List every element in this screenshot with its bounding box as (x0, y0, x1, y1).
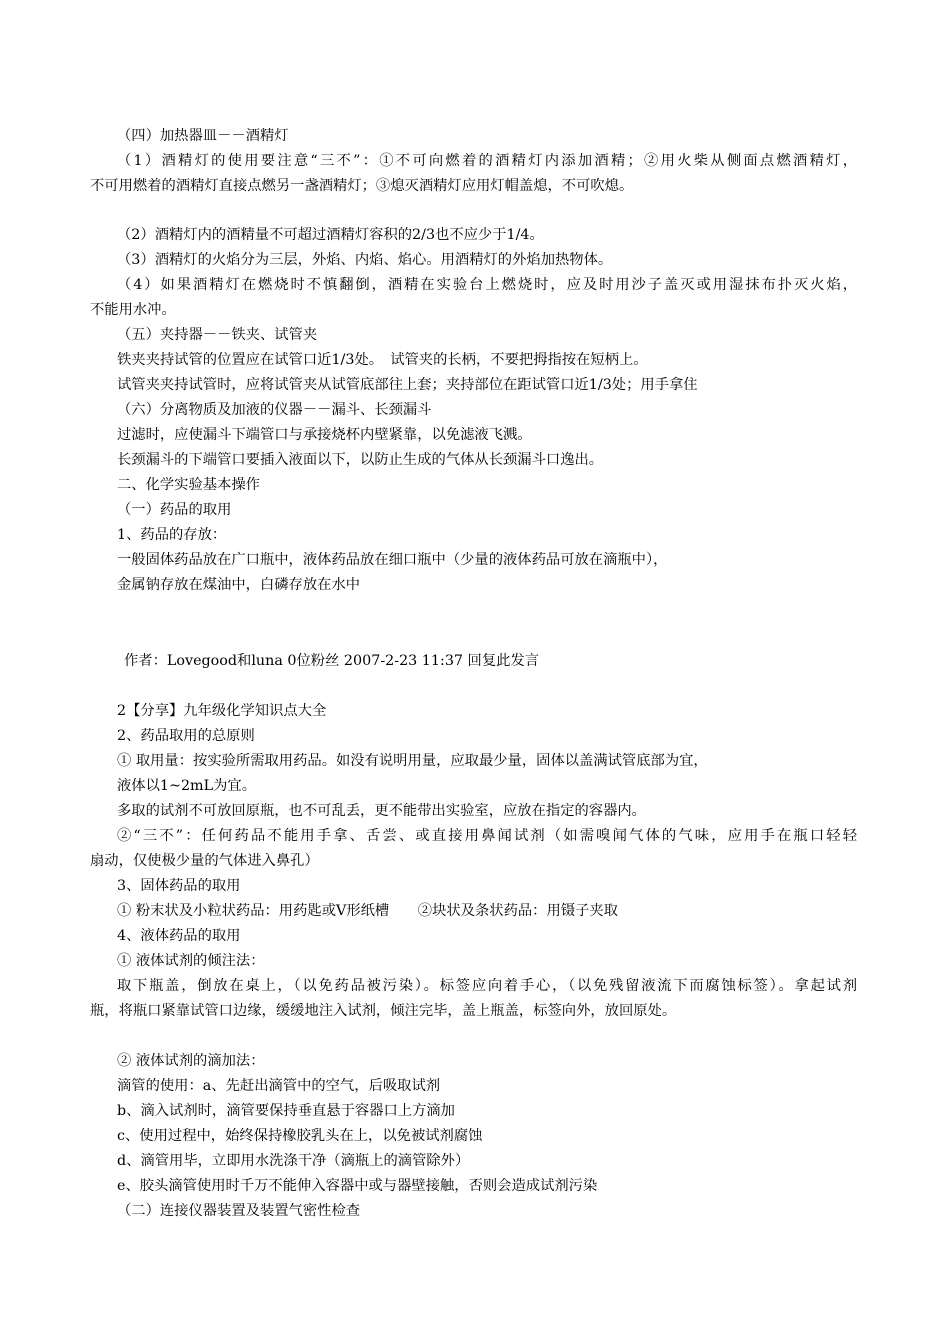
text-line: 瓶，将瓶口紧靠试管口边缘，缓缓地注入试剂，倾注完毕，盖上瓶盖，标签向外，放回原处。 (90, 1003, 677, 1019)
text-line: 过滤时，应使漏斗下端管口与承接烧杯内壁紧靠，以免滤液飞溅。 (117, 427, 532, 443)
text-line: 液体以1~2mL为宜。 (117, 778, 257, 794)
text-line: （2）酒精灯内的酒精量不可超过酒精灯容积的2/3也不应少于1/4。 (117, 227, 544, 243)
text-line: ② 液体试剂的滴加法： (117, 1053, 265, 1069)
text-line: 滴管的使用：a、先赶出滴管中的空气，后吸取试剂 (117, 1078, 441, 1094)
text-span: ②“三不”：任何药品不能用手拿、舌尝、或直接用鼻闻试剂（如需嗅闻气体的气味，应用手在瓶口轻轻 (117, 828, 857, 844)
post-author-line: 作者：Lovegood和luna 0位粉丝 2007-2-23 11:37 回复此发言 (124, 653, 540, 669)
text-line: 长颈漏斗的下端管口要插入液面以下，以防止生成的气体从长颈漏斗口逸出。 (117, 452, 604, 468)
text-line: ① 液体试剂的倾注法： (117, 953, 265, 969)
text-line: 1、药品的存放： (117, 527, 227, 543)
section-heading: 二、化学实验基本操作 (117, 477, 260, 493)
text-line: 不可用燃着的酒精灯直接点燃另一盏酒精灯；③熄灭酒精灯应用灯帽盖熄，不可吹熄。 (90, 178, 634, 194)
text-line (117, 826, 857, 846)
section-heading: （四）加热器皿－－酒精灯 (117, 128, 289, 144)
text-line: 不能用水冲。 (90, 302, 176, 318)
text-line: 金属钠存放在煤油中，白磷存放在水中 (117, 577, 361, 593)
text-line (117, 275, 857, 295)
text-line: e、胶头滴管使用时千万不能伸入容器中或与器壁接触，否则会造成试剂污染 (117, 1178, 598, 1194)
section-heading: （二）连接仪器装置及装置气密性检查 (117, 1203, 361, 1219)
text-line (117, 151, 857, 171)
section-heading: 3、固体药品的取用 (117, 878, 241, 894)
text-line: 铁夹夹持试管的位置应在试管口近1/3处。 试管夹的长柄，不要把拇指按在短柄上。 (117, 352, 648, 368)
text-line: 一般固体药品放在广口瓶中，液体药品放在细口瓶中（少量的液体药品可放在滴瓶中）， (117, 552, 668, 568)
text-line: 多取的试剂不可放回原瓶，也不可乱丢，更不能带出实验室，应放在指定的容器内。 (117, 803, 646, 819)
text-line: d、滴管用毕，立即用水洗涤干净（滴瓶上的滴管除外） (117, 1153, 470, 1169)
post-title: 2【分享】九年级化学知识点大全 (117, 703, 327, 719)
text-span: （1）酒精灯的使用要注意“三不”：①不可向燃着的酒精灯内添加酒精；②用火柴从侧面点燃酒精灯， (117, 153, 857, 169)
section-heading: 2、药品取用的总原则 (117, 728, 255, 744)
text-line: 扇动，仅使极少量的气体进入鼻孔） (90, 853, 319, 869)
text-line: c、使用过程中，始终保持橡胶乳头在上，以免被试剂腐蚀 (117, 1128, 483, 1144)
section-heading: 4、液体药品的取用 (117, 928, 241, 944)
text-span: 取下瓶盖，倒放在桌上，（以免药品被污染）。标签应向着手心，（以免残留液流下而腐蚀标签）。拿起试剂 (117, 978, 857, 994)
text-line: ① 取用量：按实验所需取用药品。如没有说明用量，应取最少量，固体以盖满试管底部为宜， (117, 753, 708, 769)
text-line: （3）酒精灯的火焰分为三层，外焰、内焰、焰心。用酒精灯的外焰加热物体。 (117, 252, 613, 268)
section-heading: （六）分离物质及加液的仪器－－漏斗、长颈漏斗 (117, 402, 432, 418)
text-line: b、滴入试剂时，滴管要保持垂直悬于容器口上方滴加 (117, 1103, 455, 1119)
text-line (117, 976, 857, 996)
text-span: （4）如果酒精灯在燃烧时不慎翻倒，酒精在实验台上燃烧时，应及时用沙子盖灭或用湿抹布扑灭火焰， (117, 277, 857, 293)
text-line: 试管夹夹持试管时，应将试管夹从试管底部往上套；夹持部位在距试管口近1/3处；用手拿住 (117, 377, 698, 393)
text-line: ① 粉末状及小粒状药品：用药匙或V形纸槽 ②块状及条状药品：用镊子夹取 (117, 903, 618, 919)
section-heading: （一）药品的取用 (117, 502, 232, 518)
section-heading: （五）夹持器－－铁夹、试管夹 (117, 327, 318, 343)
